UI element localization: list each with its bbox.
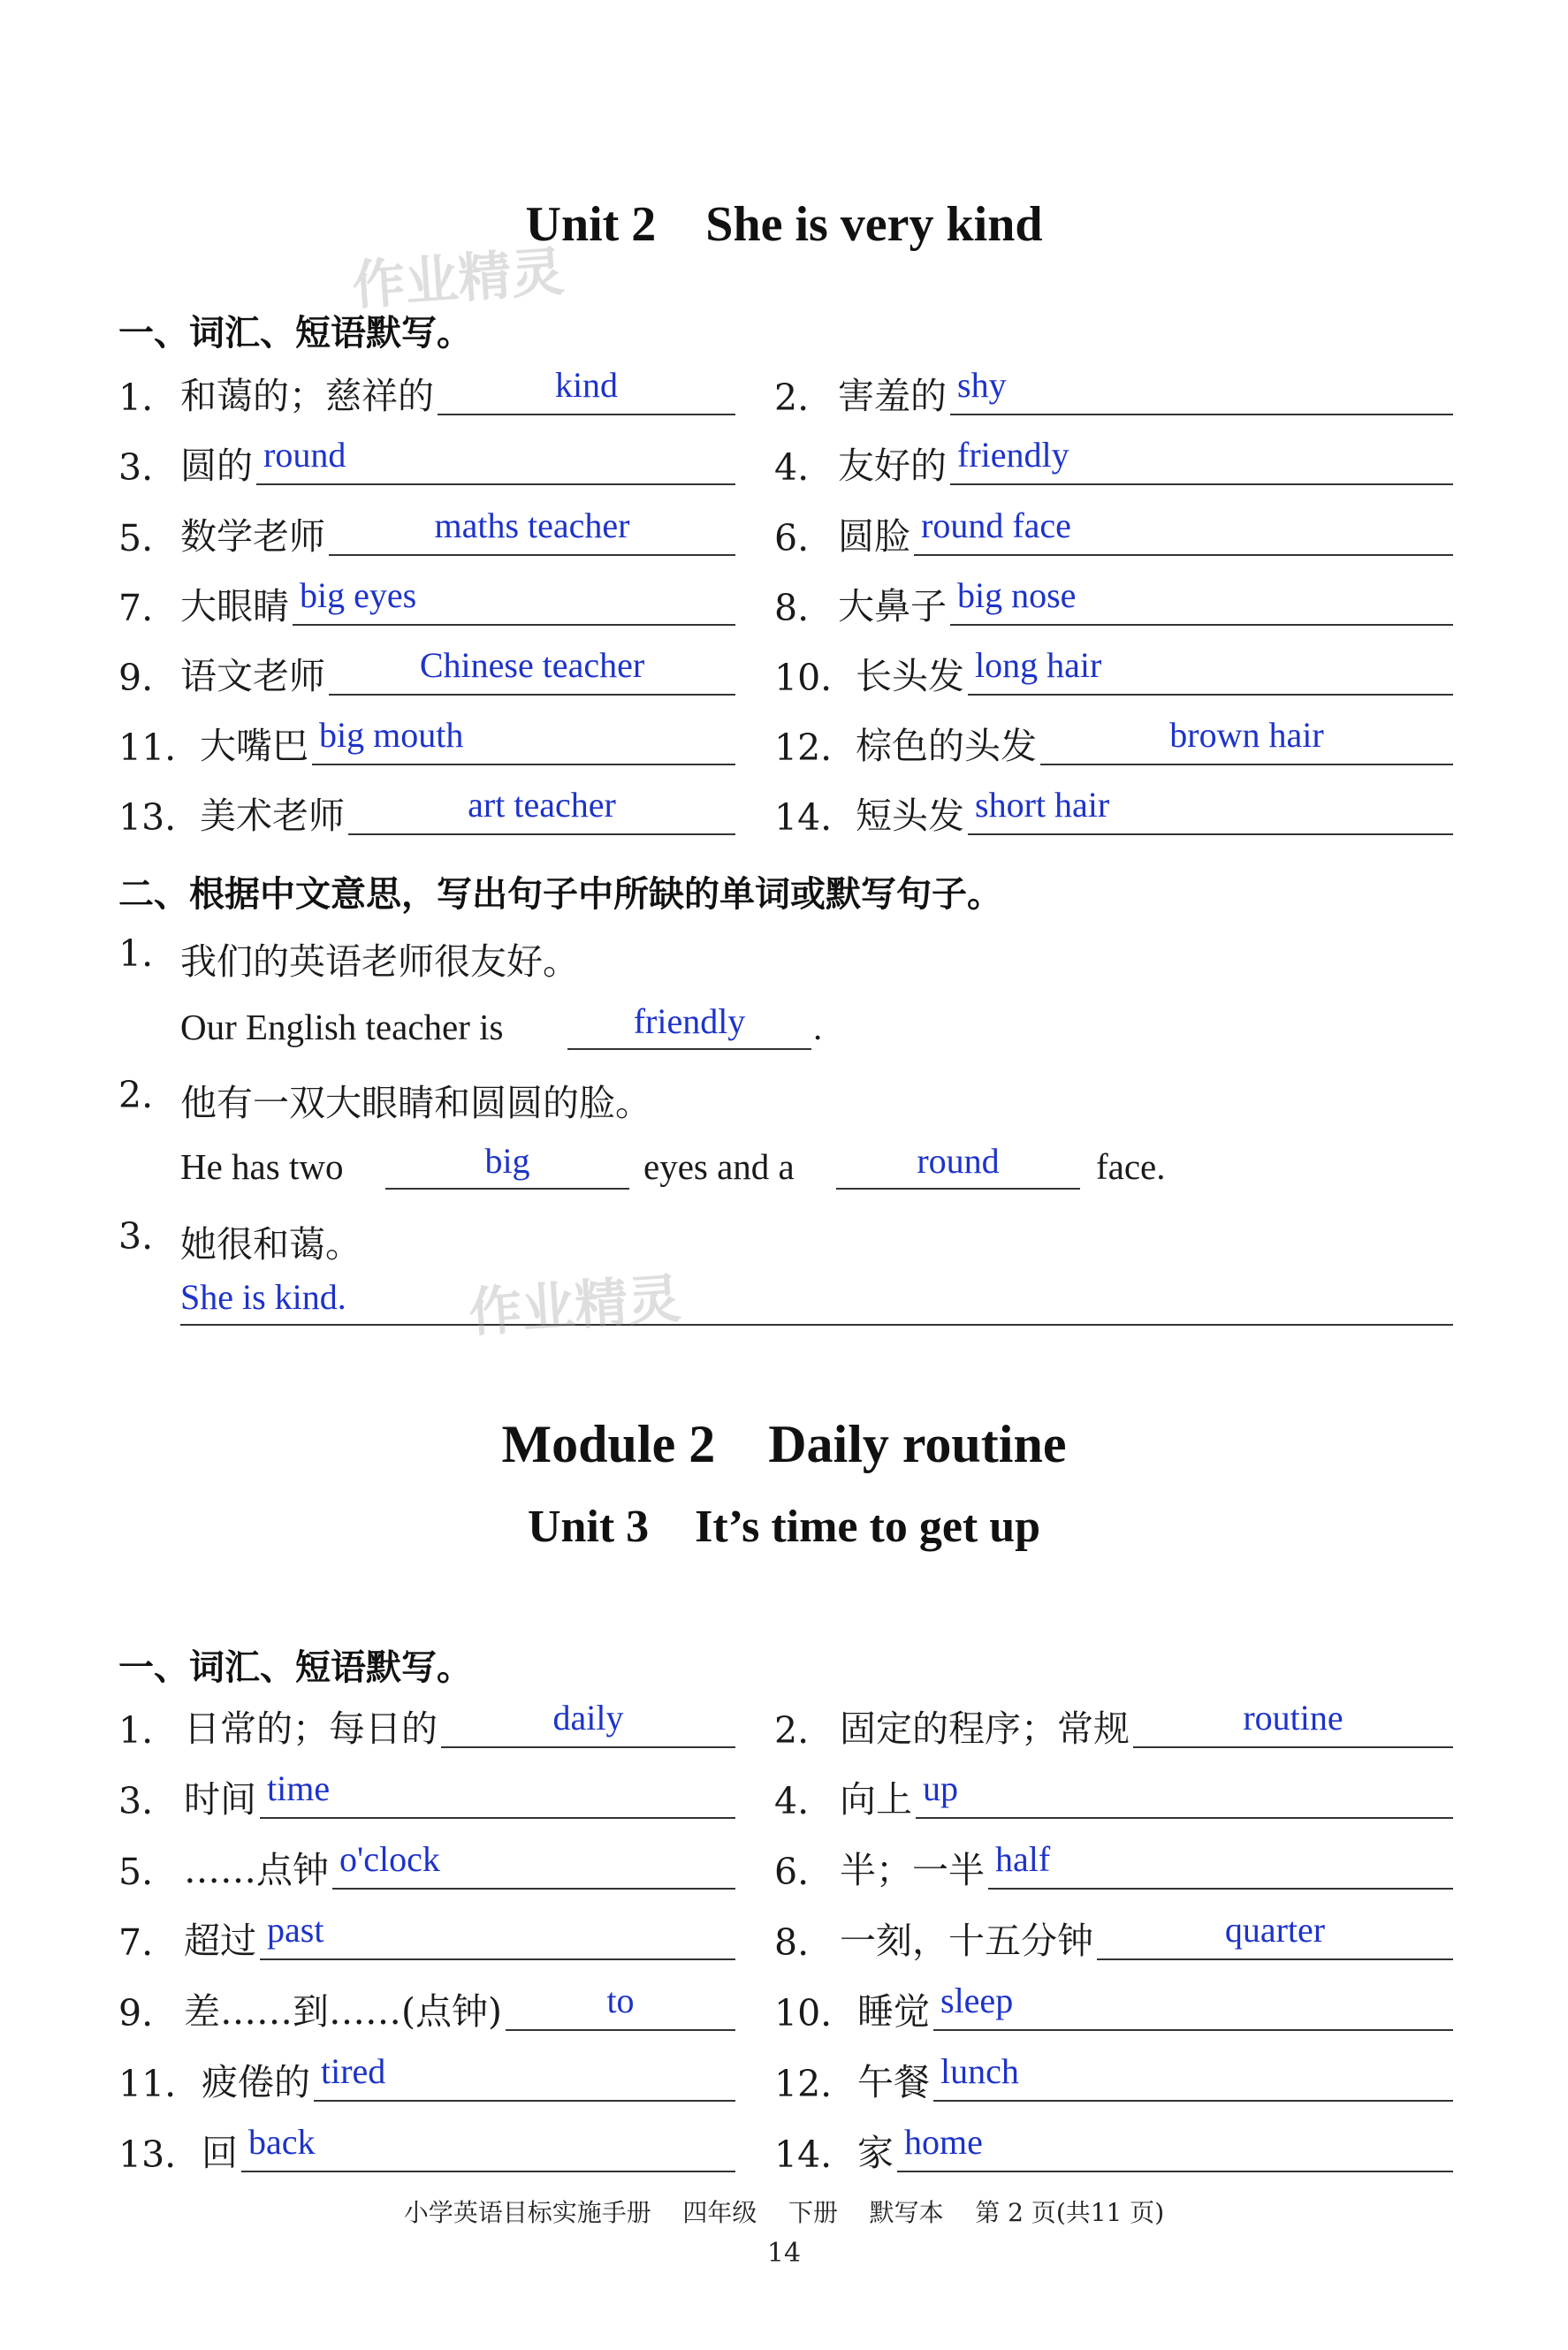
answer-blank[interactable] [916,1768,1453,1819]
page-number: 14 [766,2238,802,2269]
sentence-1-blank[interactable] [567,1001,811,1050]
vocab-item: 4. 向上 up [774,1769,1453,1822]
watermark: 作业精灵 [350,240,567,318]
answer-blank[interactable] [950,574,1453,626]
answer-text: long hair [975,645,1102,685]
vocab-item: 9. 语文老师 Chinese teacher [118,646,735,699]
answer-text: art teacher [468,785,616,825]
module2-title: Module 2 Daily routine [501,1415,1067,1473]
sentence-1-chinese: 我们的英语老师很友好。 [180,940,579,983]
sentence-3-chinese: 她很和蔼。 [180,1223,362,1266]
answer-text: kind [554,365,619,405]
answer-blank[interactable] [314,2050,735,2102]
vocab-item: 14. 短头发 short hair [774,786,1453,839]
answer-blank[interactable] [329,505,735,556]
answer-text: big [484,1141,530,1181]
answer-text: back [248,2122,316,2162]
sentence-2-number: 2. [118,1074,154,1116]
answer-blank[interactable] [256,434,735,485]
answer-text: shy [957,365,1007,405]
answer-text: lunch [940,2051,1019,2091]
answer-blank[interactable] [914,505,1453,556]
answer-text: daily [552,1698,624,1738]
sentence-3-number: 3. [118,1215,154,1258]
answer-blank[interactable] [329,644,735,696]
answer-blank[interactable] [348,784,735,835]
answer-text: past [267,1910,324,1950]
vocab-item: 14. 家 home [774,2123,1453,2176]
sentence-3-blank[interactable] [180,1277,1453,1326]
answer-blank[interactable] [293,574,735,626]
vocab-item: 6. 半；一半 half [774,1840,1453,1893]
answer-text: short hair [975,785,1110,825]
vocab-item: 11. 大嘴巴 big mouth [118,716,735,769]
vocab-item: 13. 美术老师 art teacher [118,786,735,839]
sentence-1-number: 1. [118,932,154,975]
sentence-2-chinese: 他有一双大眼睛和圆圆的脸。 [180,1082,651,1124]
answer-blank[interactable] [897,2121,1453,2172]
vocab-item: 4. 友好的 friendly [774,436,1453,489]
book-info-footer: 小学英语目标实施手册 四年级 下册 默写本 第 2 页(共11 页) [403,2198,1165,2227]
answer-blank[interactable] [1133,1697,1453,1748]
vocab-item: 8. 大鼻子 big nose [774,576,1453,629]
vocab-item: 12. 棕色的头发 brown hair [774,716,1453,769]
answer-blank[interactable] [968,644,1453,696]
answer-blank[interactable] [241,2121,735,2172]
vocab-item: 7. 大眼睛 big eyes [118,576,735,629]
answer-blank[interactable] [260,1909,735,1960]
answer-blank[interactable] [933,2050,1453,2102]
unit3-vocab-heading: 一、词汇、短语默写。 [118,1647,472,1688]
vocab-item: 1. 日常的；每日的 daily [118,1699,735,1752]
answer-text: time [267,1768,331,1808]
answer-text: Chinese teacher [419,645,645,685]
vocab-item: 13. 回 back [118,2123,735,2176]
answer-blank[interactable] [438,364,735,415]
sentence-2-blank-1[interactable] [385,1141,629,1190]
answer-text: maths teacher [434,506,630,545]
sentence-1-period: . [813,1007,823,1047]
watermark: 作业精灵 [467,1267,683,1345]
vocab-item: 5. ……点钟 o'clock [118,1840,735,1893]
vocab-item: 7. 超过 past [118,1911,735,1964]
answer-text: sleep [940,1981,1014,2020]
sentence-2-english-middle: eyes and a [643,1146,795,1187]
answer-blank[interactable] [260,1768,735,1819]
answer-text: half [995,1839,1051,1879]
answer-text: friendly [957,435,1069,475]
answer-blank[interactable] [950,434,1453,485]
answer-text: round face [921,506,1071,545]
vocab-item: 8. 一刻，十五分钟 quarter [774,1911,1453,1964]
answer-text: big mouth [319,715,464,755]
sentence-2-english: He has two [180,1146,344,1187]
answer-blank[interactable] [988,1838,1453,1890]
vocab-item: 11. 疲倦的 tired [118,2052,735,2105]
unit2-vocab-heading: 一、词汇、短语默写。 [118,313,472,354]
answer-text: round [263,435,346,475]
answer-blank[interactable] [441,1697,735,1748]
answer-blank[interactable] [1040,714,1453,765]
vocab-item: 1. 和蔼的；慈祥的 kind [118,366,735,419]
answer-text: brown hair [1169,715,1324,755]
answer-blank[interactable] [933,1980,1453,2031]
answer-text: round [917,1141,1000,1181]
answer-text: up [923,1768,958,1808]
unit2-title: Unit 2 She is very kind [525,197,1043,252]
answer-text: tired [321,2051,386,2091]
answer-text: home [904,2122,983,2162]
sentence-1-english: Our English teacher is [180,1007,504,1047]
vocab-item: 2. 害羞的 shy [774,366,1453,419]
answer-text: o'clock [339,1839,440,1879]
answer-text: big nose [957,575,1077,615]
answer-blank[interactable] [950,364,1453,415]
answer-blank[interactable] [1097,1909,1453,1960]
answer-text: She is kind. [180,1277,346,1317]
vocab-item: 3. 时间 time [118,1769,735,1822]
answer-blank[interactable] [506,1980,735,2031]
vocab-item: 12. 午餐 lunch [774,2052,1453,2105]
answer-text: routine [1243,1698,1343,1738]
vocab-item: 5. 数学老师 maths teacher [118,506,735,559]
sentence-2-blank-2[interactable] [836,1141,1080,1190]
answer-text: quarter [1224,1910,1326,1950]
answer-blank[interactable] [312,714,735,765]
answer-text: friendly [633,1001,746,1041]
vocab-item: 3. 圆的 round [118,436,735,489]
vocab-item: 10. 睡觉 sleep [774,1981,1453,2034]
vocab-item: 10. 长头发 long hair [774,646,1453,699]
answer-blank[interactable] [332,1838,735,1890]
unit3-title: Unit 3 It’s time to get up [527,1502,1041,1552]
answer-text: to [606,1981,635,2020]
vocab-item: 9. 差……到……(点钟) to [118,1981,735,2034]
unit2-sentence-heading: 二、根据中文意思，写出句子中所缺的单词或默写句子。 [118,874,1002,915]
answer-blank[interactable] [968,784,1453,835]
vocab-item: 2. 固定的程序；常规 routine [774,1699,1453,1752]
answer-text: big eyes [300,575,417,615]
sentence-2-english-end: face. [1096,1146,1166,1187]
vocab-item: 6. 圆脸 round face [774,506,1453,559]
